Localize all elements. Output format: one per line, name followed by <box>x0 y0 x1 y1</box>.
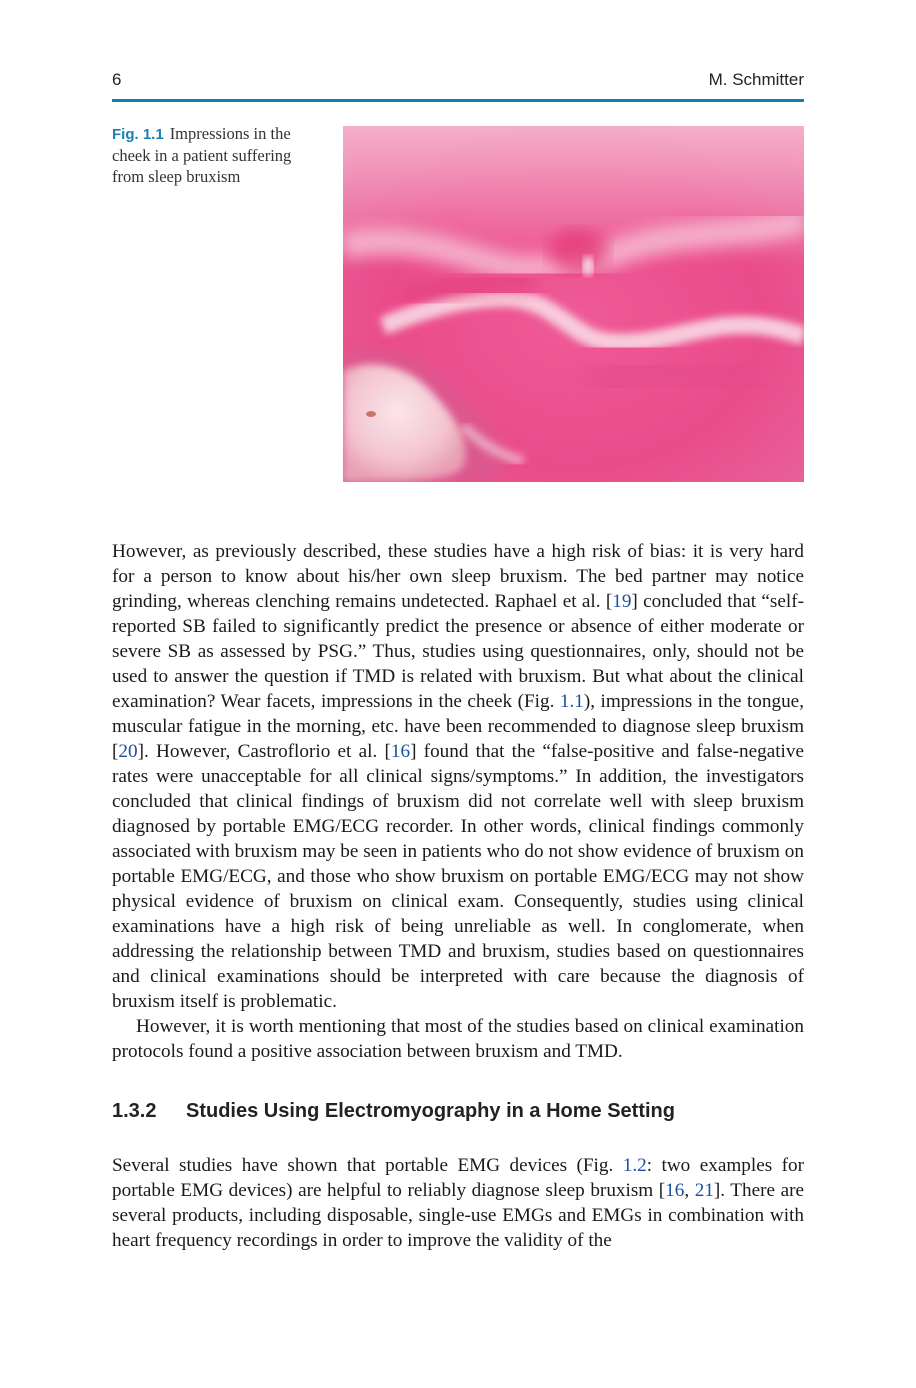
section-number: 1.3.2 <box>112 1100 157 1122</box>
section-body-text <box>112 1153 804 1253</box>
paragraph-2: However, it is worth mentioning that most of the studies based on clinical examination protocols found a positive association between bruxism and TMD. <box>112 1016 804 1062</box>
citation-link-16[interactable]: 16 <box>390 741 411 762</box>
figure-caption-text: Impressions in the cheek in a patient suffering from sleep bruxism <box>112 124 292 186</box>
citation-link-19[interactable]: 19 <box>612 591 632 612</box>
running-header <box>112 70 804 94</box>
figure-image-cheek-impressions <box>343 126 804 482</box>
figure-label: Fig. 1.1 <box>112 126 164 143</box>
body-text <box>112 539 804 1064</box>
header-rule <box>112 99 804 102</box>
clinical-photo <box>343 126 804 482</box>
section-heading <box>112 1100 804 1123</box>
figure-ref-link-1-2[interactable]: 1.2 <box>622 1155 647 1176</box>
paragraph-3: Several studies have shown that portable EMG devices (Fig. 1.2: two examples for portable EMG devices) are helpful to reliably diagnose sleep bruxism [16, 21]. There are several products, including disposable, single-use EMGs and EMGs in combination with heart frequency recordings in order to improve the validity of the <box>112 1155 805 1251</box>
section-title: Studies Using Electromyography in a Home Setting <box>186 1100 675 1122</box>
citation-link-16b[interactable]: 16 <box>665 1180 685 1201</box>
running-head-author: M. Schmitter <box>708 70 804 89</box>
citation-link-20[interactable]: 20 <box>118 741 138 762</box>
citation-link-21[interactable]: 21 <box>694 1180 714 1201</box>
paragraph-1: However, as previously described, these studies have a high risk of bias: it is very hard for a person to know about his/her own sleep bruxism. The bed partner may notice grinding, whereas clenching remains undetected. Raphael et al. [19] concluded that “self-reported SB failed to significantly predict the presence or absence of either moderate or severe SB as assessed by PSG.” Thus, studies using questionnaires, only, should not be used to answer the question if TMD is related with bruxism. But what about the clinical examination? Wear facets, impressions in the cheek (Fig. 1.1), impressions in the tongue, muscular fatigue in the morning, etc. have been recommended to diagnose sleep bruxism [20]. However, Castroflorio et al. [16] found that the “false-positive and false-negative rates were unacceptable for all clinical signs/symptoms.” In addition, the investigators concluded that clinical findings of bruxism did not correlate well with sleep bruxism diagnosed by portable EMG/ECG recorder. In other words, clinical findings commonly associated with bruxism may be seen in patients who do not show evidence of bruxism on portable EMG/ECG, and those who show bruxism on portable EMG/ECG may not show physical evidence of bruxism on clinical exam. Consequently, studies using clinical examinations have a high risk of being unreliable as well. In conglomerate, when addressing the relationship between TMD and bruxism, studies based on questionnaires and clinical examinations should be interpreted with care because the diagnosis of bruxism itself is problematic. <box>112 541 804 1012</box>
page-number: 6 <box>112 70 122 89</box>
figure-ref-link-1-1[interactable]: 1.1 <box>559 691 584 712</box>
figure-caption <box>112 123 302 187</box>
